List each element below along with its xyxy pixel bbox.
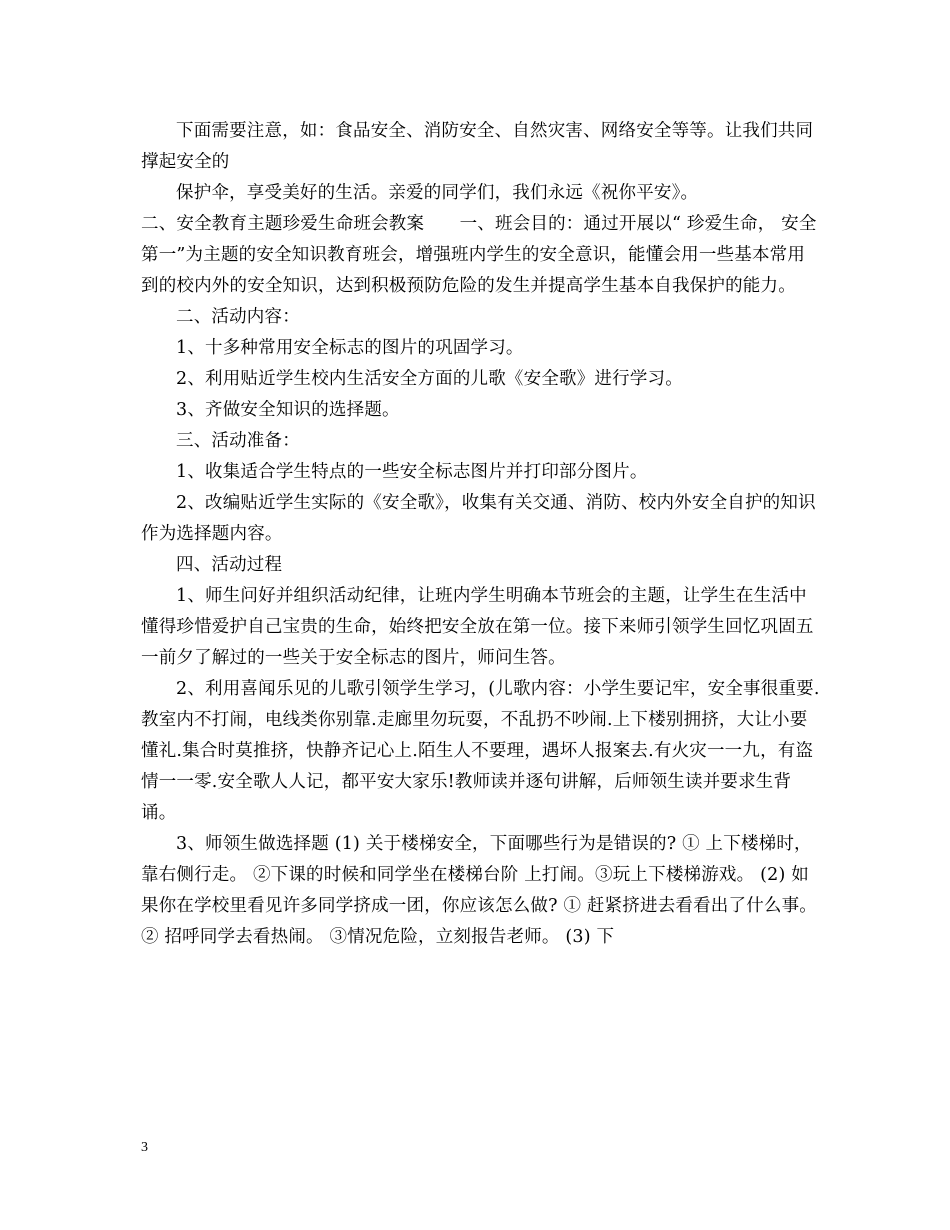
paragraph-process-1: 1、师生问好并组织活动纪律，让班内学生明确本节班会的主题，让学生在生活中懂得珍惜爱护自己宝贵的生命，始终把安全放在第一位。接下来师引领学生回忆巩固五一前夕了解过的一些关于安全标志的图片，师问生答。 [141,586,814,668]
paragraph-1: 下面需要注意，如：食品安全、消防安全、自然灾害、网络安全等等。让我们共同撑起安全的 [141,121,814,172]
section-heading-activity-content: 二、活动内容： [176,307,300,327]
paragraph-2: 保护伞，享受美好的生活。亲爱的同学们，我们永远《祝你平安》。 [176,183,699,203]
paragraph-3: 二、安全教育主题珍爱生命班会教案 一、班会目的：通过开展以“ 珍爱生命， 安全第一”为主题的安全知识教育班会，增强班内学生的安全意识，能懂会用一些基本常用到的校内外的安全知识，达到积极预防危险的发生并提高学生基本自我保护的能力。 [141,214,817,296]
list-item: 3、齐做安全知识的选择题。 [176,400,400,420]
paragraph-process-2: 2、利用喜闻乐见的儿歌引领学生学习，(儿歌内容：小学生要记牢，安全事很重要.教室内不打闹，电线类你别靠.走廊里勿玩耍，不乱扔不吵闹.上下楼别拥挤，大让小要懂礼.集合时莫推挤，快静齐记心上.陌生人不要理，遇坏人报案去.有火灾一一九，有盗情一一零.安全歌人人记，都平安大家乐!教师读并逐句讲解，后师领生读并要求生背诵。 [141,679,820,823]
document-body [141,116,821,953]
paragraph-process-3: 3、师领生做选择题 (1) 关于楼梯安全，下面哪些行为是错误的? ① 上下楼梯时，靠右侧行走。 ②下课的时候和同学坐在楼梯台阶 上打闹。③玩上下楼梯游戏。 (2) 如果你在学校里看见许多同学挤成一团，你应该怎么做? ① 赶紧挤进去看看出了什么事。 ② 招呼同学去看热闹。 ③情况危险，立刻报告老师。 (3) 下 [141,834,818,947]
list-item: 2、改编贴近学生实际的《安全歌》，收集有关交通、消防、校内外安全自护的知识作为选择题内容。 [141,493,816,544]
list-item: 2、利用贴近学生校内生活安全方面的儿歌《安全歌》进行学习。 [176,369,683,389]
section-heading-activity-process: 四、活动过程 [176,555,283,575]
page-number: 3 [141,1140,148,1155]
section-heading-activity-preparation: 三、活动准备： [176,431,300,451]
list-item: 1、收集适合学生特点的一些安全标志图片并打印部分图片。 [176,462,648,482]
list-item: 1、十多种常用安全标志的图片的巩固学习。 [176,338,524,358]
